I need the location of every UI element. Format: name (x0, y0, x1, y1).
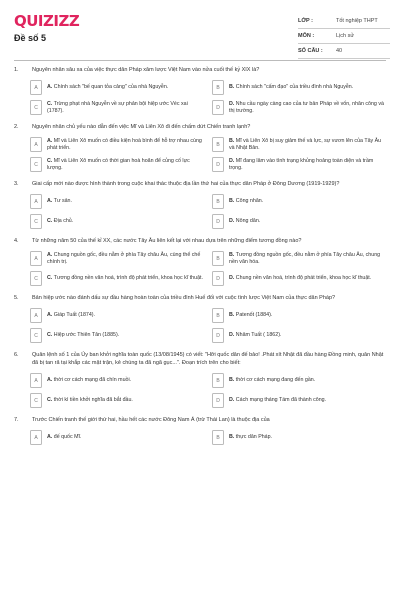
exam-info-table (298, 14, 390, 59)
question (14, 351, 386, 408)
option-badge: A (30, 137, 42, 152)
option-label: Nhu cầu ngày càng cao của tư bản Pháp về vốn, nhân công và thị trường. (229, 100, 384, 114)
answer-options (14, 308, 386, 343)
question (14, 66, 386, 115)
option-label: Tư sản. (53, 198, 72, 204)
option-label: Mĩ đang lâm vào tình trạng khủng hoảng toàn diện và trầm trọng. (229, 157, 374, 171)
option-label: Trừng phạt nhà Nguyễn về sự phản bội hiệp ước Véc xai (1787). (47, 100, 188, 114)
option-text (47, 158, 204, 172)
option-label: Chung nền văn hoá, trình độ phát triển, khoa học kĩ thuật. (235, 275, 372, 281)
option-text (47, 101, 204, 115)
option-letter: C. (47, 332, 53, 338)
answer-options (14, 80, 386, 115)
question (14, 123, 386, 172)
question-header (14, 66, 386, 74)
option-text (229, 198, 263, 205)
answer-option[interactable] (212, 214, 386, 229)
answer-option[interactable] (30, 194, 204, 209)
option-label: Tương đồng nguồn gốc, đều nằm ở phía Tây châu Âu, chung nền văn hóa. (229, 251, 381, 265)
option-letter: B. (229, 312, 235, 318)
option-text (229, 397, 326, 404)
answer-option[interactable] (212, 100, 386, 115)
answer-options (14, 373, 386, 408)
question-number: 3. (14, 181, 19, 187)
answer-option[interactable] (30, 328, 204, 343)
option-text (229, 275, 371, 282)
option-badge: A (30, 308, 42, 323)
option-letter: B. (229, 198, 235, 204)
question-text: Quân lệnh số 1 của Ủy ban khởi nghĩa toàn quốc (13/08/1945) có viết: "Hỡi quốc dân đế bảo! .Phát xít Nhật đã đầu hàng Đồng minh, quân Nhật đã bị tan rã tại khắp các mặt trận, kẻ chúng ta đã ngã gục...". Đoạn trích trên cho biết: (32, 352, 384, 366)
answer-option[interactable] (30, 80, 204, 95)
option-badge: A (30, 194, 42, 209)
option-label: Tương đồng nền văn hoá, trình độ phát triển, khoa học kĩ thuật. (53, 275, 203, 281)
option-badge: D (212, 271, 224, 286)
option-letter: B. (229, 377, 235, 383)
question-header (14, 416, 386, 424)
option-label: Mĩ và Liên Xô muốn có thời gian hoà hoãn để củng cố lực lượng. (47, 157, 190, 171)
option-badge: B (212, 137, 224, 152)
option-badge: C (30, 100, 42, 115)
option-badge: A (30, 251, 42, 266)
option-badge: D (212, 328, 224, 343)
info-value: Tốt nghiệp THPT (336, 18, 378, 24)
option-letter: A. (47, 137, 53, 144)
info-value: 40 (336, 48, 343, 54)
option-text (229, 312, 272, 319)
question-header (14, 351, 386, 367)
option-label: Nhâm Tuất ( 1862). (235, 332, 282, 338)
question-number: 7. (14, 417, 19, 423)
answer-option[interactable] (30, 100, 204, 115)
option-letter: D. (229, 275, 235, 281)
answer-option[interactable] (30, 393, 204, 408)
question-number: 6. (14, 352, 19, 358)
question-list (14, 66, 386, 453)
answer-option[interactable] (212, 373, 386, 388)
answer-options (14, 194, 386, 229)
question-header (14, 123, 386, 131)
option-badge: D (212, 157, 224, 172)
question-text: Nguyên nhân chủ yếu nào dẫn đến việc Mĩ và Liên Xô đi đến chấm dứt Chiến tranh lạnh? (32, 124, 251, 130)
info-label: MÔN : (298, 33, 315, 39)
question-number: 5. (14, 295, 19, 301)
option-label: Chính sách "bế quan tỏa cảng" của nhà Nguyễn. (53, 84, 169, 90)
answer-options (14, 251, 386, 286)
answer-option[interactable] (30, 373, 204, 388)
question-header (14, 180, 386, 188)
question-header (14, 237, 386, 245)
option-badge: C (30, 214, 42, 229)
info-row (298, 44, 390, 59)
option-text (47, 198, 72, 205)
option-text (47, 218, 73, 225)
question-number: 2. (14, 124, 19, 130)
option-letter: A. (47, 434, 53, 440)
option-text (229, 138, 386, 152)
info-row (298, 14, 390, 29)
option-letter: C. (47, 218, 53, 224)
option-letter: D. (229, 157, 235, 164)
question (14, 294, 386, 343)
option-badge: C (30, 393, 42, 408)
answer-options (14, 137, 386, 172)
answer-option[interactable] (212, 194, 386, 209)
question-text: Trước Chiến tranh thế giới thứ hai, hầu hết các nước Đông Nam Á (trừ Thái Lan) là thuộc địa của (32, 417, 270, 423)
question-text: Từ những năm 50 của thế kỉ XX, các nước Tây Âu liên kết lại với nhau dựa trên những điểm tương đồng nào? (32, 238, 302, 244)
option-badge: D (212, 393, 224, 408)
option-letter: A. (47, 198, 53, 204)
option-label: thời cơ cách mạng đã chín muồi. (53, 377, 132, 383)
option-label: Hiệp ước Thiên Tân (1885). (53, 332, 120, 338)
answer-option[interactable] (212, 271, 386, 286)
question (14, 180, 386, 229)
option-text (47, 84, 168, 91)
option-badge: B (212, 373, 224, 388)
question-header (14, 294, 386, 302)
option-label: thời cơ cách mạng đang đến gần. (235, 377, 316, 383)
option-badge: B (212, 430, 224, 445)
option-letter: A. (47, 251, 53, 258)
option-letter: A. (47, 84, 53, 90)
option-text (47, 312, 95, 319)
answer-option[interactable] (30, 308, 204, 323)
answer-option[interactable] (30, 137, 204, 152)
quizizz-logo: QUIZIZZ (14, 12, 80, 30)
option-letter: A. (47, 377, 53, 383)
option-badge: A (30, 430, 42, 445)
question (14, 416, 386, 445)
option-letter: B. (229, 434, 235, 440)
option-label: Công nhân. (235, 198, 264, 204)
option-text (47, 377, 131, 384)
option-text (229, 332, 281, 339)
info-row (298, 29, 390, 44)
option-badge: B (212, 308, 224, 323)
option-badge: C (30, 157, 42, 172)
answer-option[interactable] (212, 308, 386, 323)
question-text: Giai cấp mới nào được hình thành trong cuộc khai thác thuộc địa lần thứ hai của thực dân Pháp ở Đông Dương (1919-1929)? (32, 181, 340, 187)
answer-option[interactable] (30, 251, 204, 266)
info-label: LỚP : (298, 18, 313, 24)
option-label: Mĩ và Liên Xô bị suy giảm thế và lực, sự vươn lên của Tây Âu và Nhật Bản. (229, 137, 382, 151)
answer-option[interactable] (30, 157, 204, 172)
option-letter: B. (229, 251, 235, 258)
option-letter: C. (47, 157, 53, 164)
answer-option[interactable] (212, 328, 386, 343)
option-letter: B. (229, 137, 235, 144)
option-letter: C. (47, 100, 53, 107)
option-letter: C. (47, 397, 53, 403)
info-value: Lịch sử (336, 33, 355, 39)
option-text (229, 101, 386, 115)
option-label: Patenốt (1884). (235, 312, 273, 318)
option-text (229, 84, 353, 91)
option-text (229, 434, 272, 441)
option-badge: B (212, 80, 224, 95)
answer-option[interactable] (30, 271, 204, 286)
answer-option[interactable] (212, 430, 386, 445)
option-badge: C (30, 271, 42, 286)
option-badge: A (30, 373, 42, 388)
option-text (229, 377, 315, 384)
option-letter: A. (47, 312, 53, 318)
option-label: đế quốc Mĩ. (53, 434, 82, 440)
question-number: 1. (14, 67, 19, 73)
option-label: Cách mạng tháng Tám đã thành công. (235, 397, 327, 403)
option-label: Nông dân. (235, 218, 261, 224)
answer-option[interactable] (212, 137, 386, 152)
option-label: Mĩ và Liên Xô muốn có điều kiện hoà bình để hỗ trợ nhau cùng phát triển. (47, 137, 202, 151)
option-label: Giáp Tuất (1874). (53, 312, 96, 318)
exam-title: Đề số 5 (14, 33, 47, 43)
option-badge: B (212, 251, 224, 266)
option-text (47, 138, 204, 152)
option-text (47, 332, 119, 339)
answer-option[interactable] (212, 251, 386, 266)
option-label: Chính sách "cấm đạo" của triều đình nhà Nguyễn. (235, 84, 354, 90)
question-number: 4. (14, 238, 19, 244)
header-divider (14, 60, 386, 61)
option-letter: D. (229, 100, 235, 107)
option-text (47, 434, 81, 441)
question (14, 237, 386, 286)
option-label: thời kì tiền khởi nghĩa đã bắt đầu. (53, 397, 133, 403)
option-label: thực dân Pháp. (235, 434, 273, 440)
answer-option[interactable] (212, 80, 386, 95)
answer-option[interactable] (30, 214, 204, 229)
option-letter: D. (229, 218, 235, 224)
option-letter: D. (229, 332, 235, 338)
option-letter: B. (229, 84, 235, 90)
answer-options (14, 430, 386, 445)
option-text (229, 252, 386, 266)
answer-option[interactable] (30, 430, 204, 445)
option-badge: D (212, 100, 224, 115)
option-letter: C. (47, 275, 53, 281)
option-text (229, 158, 386, 172)
option-label: Chung nguồn gốc, đều nằm ở phía Tây châu Âu, cùng thể chế chính trị. (47, 251, 201, 265)
option-letter: D. (229, 397, 235, 403)
option-badge: D (212, 214, 224, 229)
option-text (47, 252, 204, 266)
option-badge: C (30, 328, 42, 343)
option-badge: A (30, 80, 42, 95)
question-text: Bản hiệp ước nào đánh dấu sự đầu hàng hoàn toàn của triều đình Huế đối với cuộc tình lược Việt Nam của thực dân Pháp? (32, 295, 336, 301)
option-text (47, 275, 203, 282)
question-text: Nguyên nhân sâu xa của việc thực dân Pháp xâm lược Việt Nam vào nửa cuối thế kỷ XIX là? (32, 67, 260, 73)
option-label: Địa chủ. (53, 218, 74, 224)
answer-option[interactable] (212, 393, 386, 408)
info-label: SỐ CÂU : (298, 48, 323, 54)
answer-option[interactable] (212, 157, 386, 172)
option-text (47, 397, 133, 404)
option-badge: B (212, 194, 224, 209)
option-text (229, 218, 260, 225)
